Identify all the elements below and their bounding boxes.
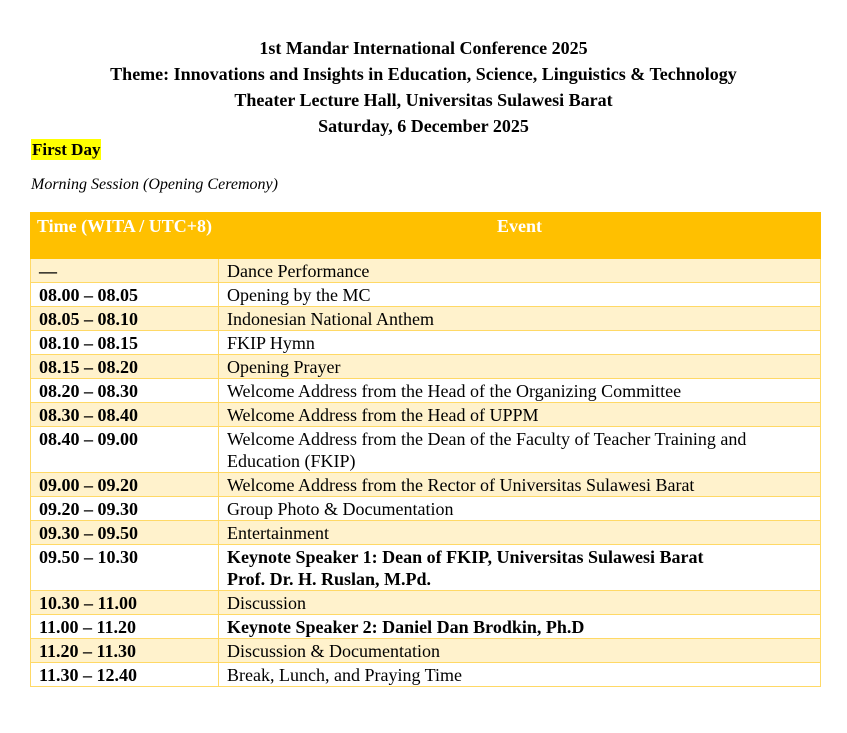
schedule-row (31, 331, 821, 355)
session-label: Morning Session (Opening Ceremony) (31, 176, 278, 193)
row-event: Keynote Speaker 2: Daniel Dan Brodkin, Ph.D (219, 615, 821, 639)
conference-theme: Theme: Innovations and Insights in Education, Science, Linguistics & Technology (110, 64, 737, 84)
row-event: Welcome Address from the Dean of the Faculty of Teacher Training and Education (FKIP) (219, 427, 821, 473)
row-event: Indonesian National Anthem (219, 307, 821, 331)
row-time: 08.30 – 08.40 (31, 403, 219, 427)
schedule-row (31, 307, 821, 331)
row-event: FKIP Hymn (219, 331, 821, 355)
document-header (0, 35, 847, 139)
schedule-row-keynote-1 (31, 545, 821, 591)
row-event: Welcome Address from the Rector of Universitas Sulawesi Barat (219, 473, 821, 497)
schedule-header-row (31, 213, 821, 259)
schedule-row (31, 591, 821, 615)
row-time: 09.50 – 10.30 (31, 545, 219, 591)
row-event: Entertainment (219, 521, 821, 545)
row-event: Welcome Address from the Head of UPPM (219, 403, 821, 427)
schedule-row (31, 355, 821, 379)
schedule-row (31, 403, 821, 427)
row-time: 08.20 – 08.30 (31, 379, 219, 403)
row-time: 08.00 – 08.05 (31, 283, 219, 307)
row-time: 08.05 – 08.10 (31, 307, 219, 331)
row-time: — (31, 259, 219, 283)
row-time: 11.00 – 11.20 (31, 615, 219, 639)
row-event: Opening by the MC (219, 283, 821, 307)
schedule-row (31, 427, 821, 473)
row-event: Discussion (219, 591, 821, 615)
row-time: 09.20 – 09.30 (31, 497, 219, 521)
row-event: Opening Prayer (219, 355, 821, 379)
schedule-row (31, 663, 821, 687)
row-event: Welcome Address from the Head of the Organizing Committee (219, 379, 821, 403)
row-event (219, 545, 821, 591)
row-event: Break, Lunch, and Praying Time (219, 663, 821, 687)
row-event: Dance Performance (219, 259, 821, 283)
row-time: 11.20 – 11.30 (31, 639, 219, 663)
schedule-row (31, 283, 821, 307)
row-time: 08.40 – 09.00 (31, 427, 219, 473)
row-event: Discussion & Documentation (219, 639, 821, 663)
schedule-row-keynote-2 (31, 615, 821, 639)
schedule-row (31, 497, 821, 521)
keynote-1-title: Keynote Speaker 1: Dean of FKIP, Universitas Sulawesi Barat (227, 547, 704, 567)
conference-date: Saturday, 6 December 2025 (318, 116, 529, 136)
day-label: First Day (32, 140, 101, 159)
time-column-header: Time (WITA / UTC+8) (31, 213, 219, 259)
row-event: Group Photo & Documentation (219, 497, 821, 521)
schedule-table (30, 212, 821, 687)
row-time: 08.15 – 08.20 (31, 355, 219, 379)
schedule-row (31, 379, 821, 403)
schedule-row (31, 259, 821, 283)
schedule-row (31, 473, 821, 497)
conference-title: 1st Mandar International Conference 2025 (259, 38, 588, 58)
row-time: 09.30 – 09.50 (31, 521, 219, 545)
row-time: 08.10 – 08.15 (31, 331, 219, 355)
schedule-row (31, 521, 821, 545)
row-time: 10.30 – 11.00 (31, 591, 219, 615)
conference-venue: Theater Lecture Hall, Universitas Sulawesi Barat (234, 90, 613, 110)
schedule-row (31, 639, 821, 663)
keynote-1-speaker: Prof. Dr. H. Ruslan, M.Pd. (227, 569, 432, 589)
row-time: 09.00 – 09.20 (31, 473, 219, 497)
row-time: 11.30 – 12.40 (31, 663, 219, 687)
event-column-header: Event (219, 213, 821, 259)
